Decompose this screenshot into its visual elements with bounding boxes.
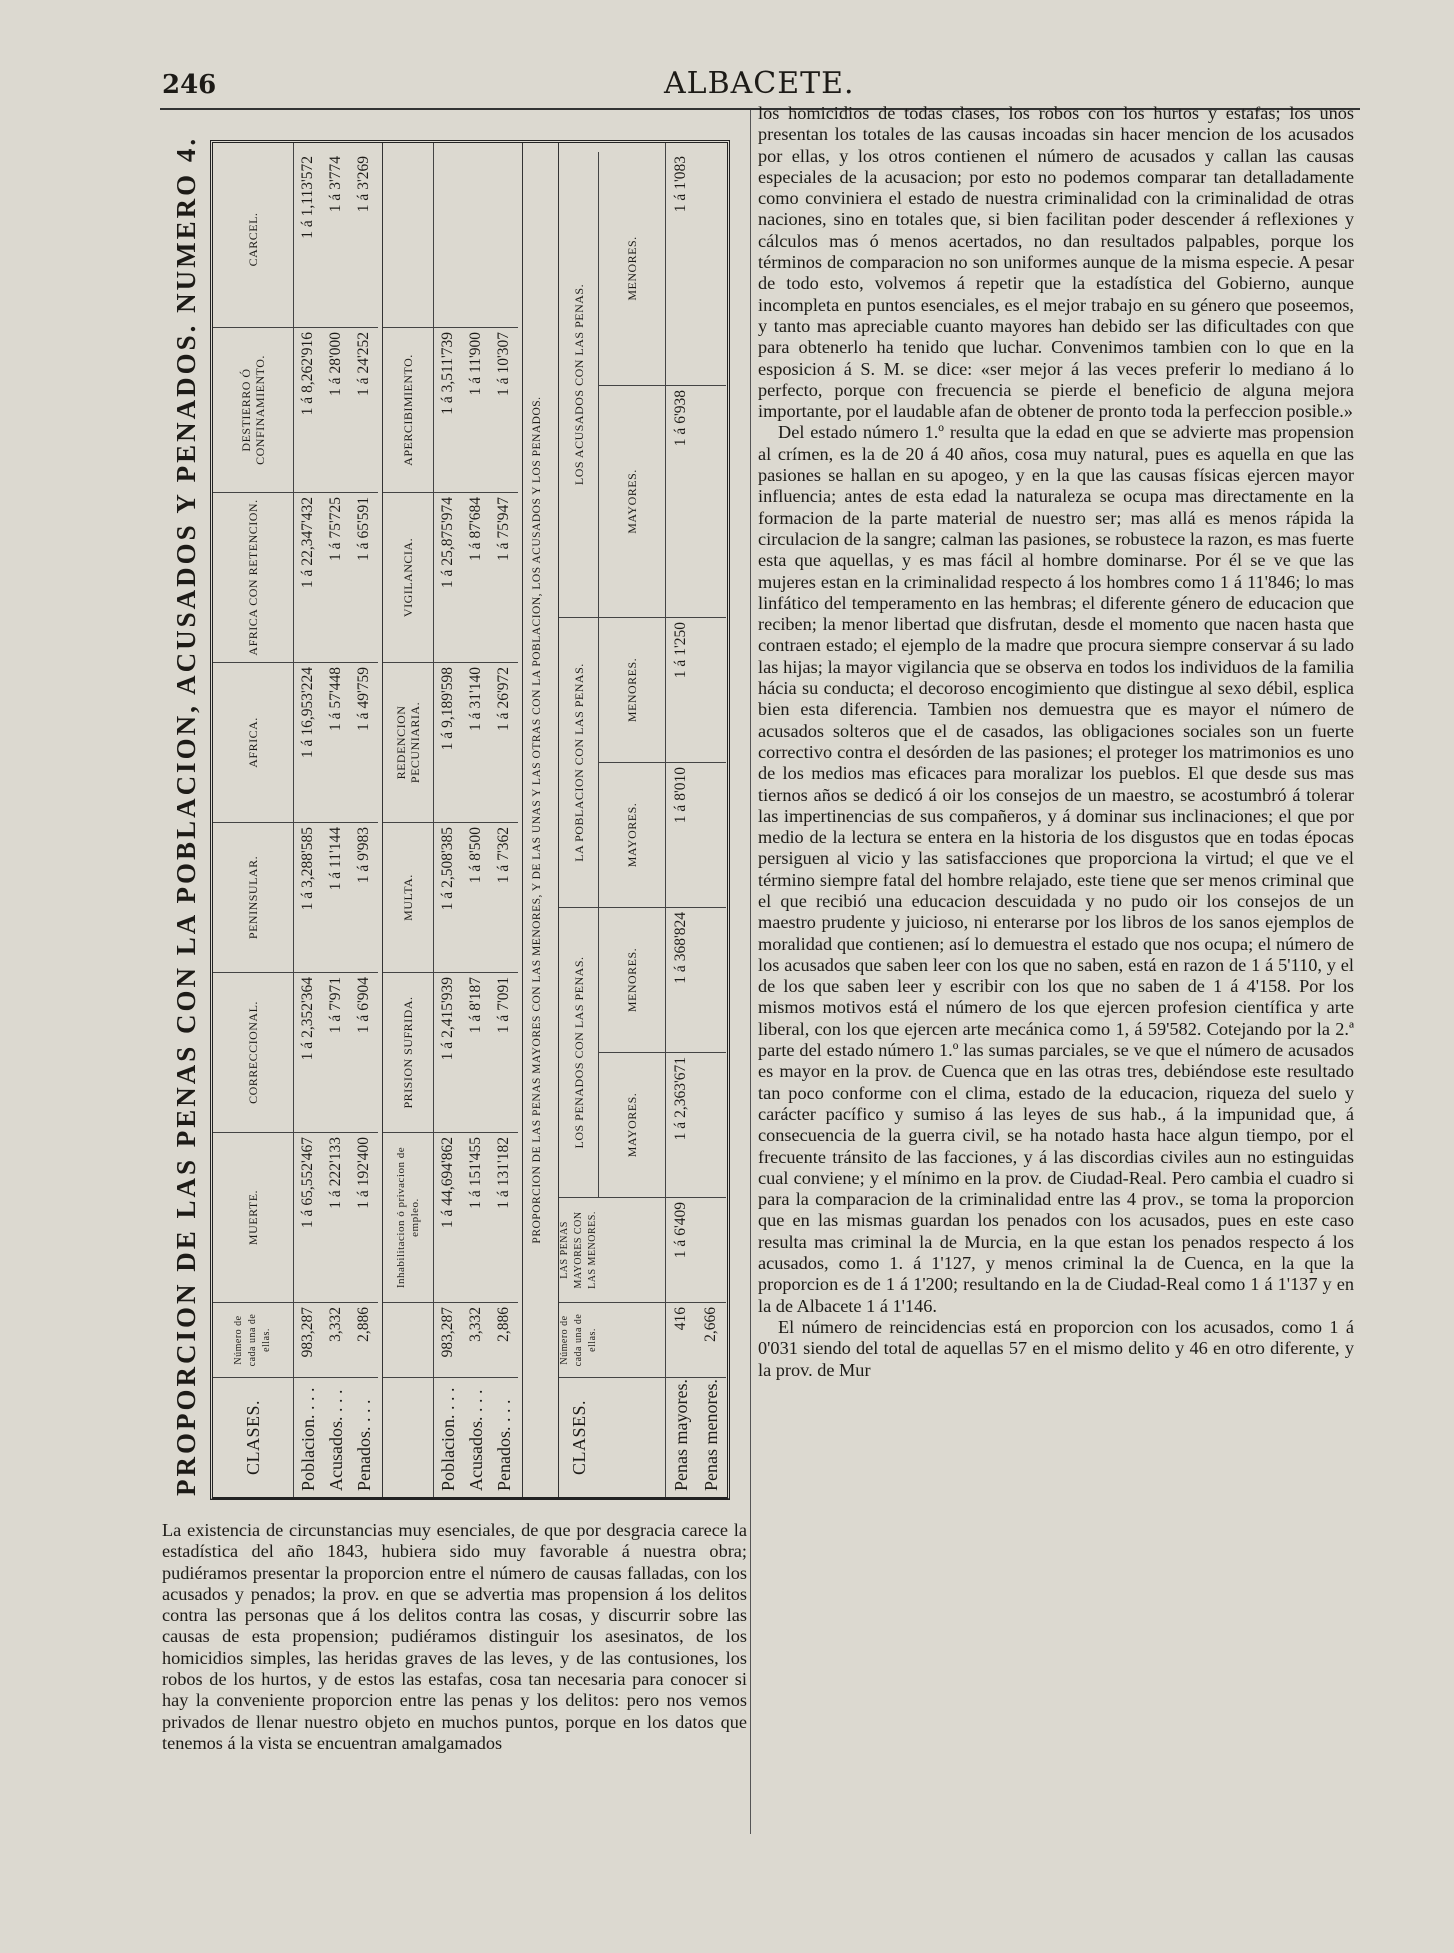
table-cell: 1 á 7'362 xyxy=(490,822,518,972)
table-cell: 1 á 9,189'598 xyxy=(434,662,462,822)
table-cell: 1 á 3'774 xyxy=(327,156,344,213)
table-cell: 1 á 8,262'916 xyxy=(294,327,322,492)
row-label: Penados. . . . xyxy=(350,1377,378,1497)
col-header: Número de cada una de ellas. xyxy=(213,1302,293,1377)
table-cell: 1 á 222'133 xyxy=(322,1132,350,1302)
row-number: 2,666 xyxy=(696,1302,726,1377)
col-header: APERCIBIMIENTO. xyxy=(383,327,433,492)
col-header: CORRECCIONAL. xyxy=(213,972,293,1132)
table-cell: 1 á 8'187 xyxy=(462,972,490,1132)
table-cell: 1 á 3,288'585 xyxy=(294,822,322,972)
table-cell: 1 á 368'824 xyxy=(666,907,696,1052)
table-cell: 1 á 25,875'974 xyxy=(434,492,462,662)
table-cell: 1 á 28'000 xyxy=(322,327,350,492)
page-title: ALBACETE. xyxy=(664,66,855,101)
row-label: Penados. . . . xyxy=(490,1377,518,1497)
col-header: CLASES. xyxy=(213,1377,293,1497)
table-cell: 1 á 11'900 xyxy=(462,327,490,492)
table-frame xyxy=(210,140,730,1500)
row-number: 3,332 xyxy=(322,1302,350,1377)
col-header: AFRICA. xyxy=(213,662,293,822)
table-cell: 1 á 9'983 xyxy=(350,822,378,972)
col-header: CARCEL. xyxy=(246,212,260,267)
paragraph: El número de reincidencias está en proporcion con los acusados, como 1 á 0'031 siendo del total de aquellas 57 en el mismo delito y 46 en otro diferente, y la prov. de Mur xyxy=(758,1316,1354,1380)
col-header: Número de cada una de ellas. xyxy=(559,1302,599,1377)
table-cell: 1 á 6'409 xyxy=(666,1197,696,1302)
col-subheader: MAYORES. xyxy=(599,385,665,617)
table-cell: 1 á 44,694'862 xyxy=(434,1132,462,1302)
table-cell: 1 á 22,347'432 xyxy=(294,492,322,662)
table-row xyxy=(294,143,322,1497)
table-cell: 1 á 8'010 xyxy=(666,762,696,907)
table-row xyxy=(696,143,726,1497)
col-header: DESTIERRO Ó CONFINAMIENTO. xyxy=(213,327,293,492)
table-cell: 1 á 151'455 xyxy=(462,1132,490,1302)
table-cell: 1 á 6'938 xyxy=(666,385,696,617)
table-cell: 1 á 2,352'364 xyxy=(294,972,322,1132)
column-rule xyxy=(750,110,751,1834)
table-cell: 1 á 6'904 xyxy=(350,972,378,1132)
table-cell: 1 á 24'252 xyxy=(350,327,378,492)
col-header: MULTA. xyxy=(383,822,433,972)
table-cell: 1 á 87'684 xyxy=(462,492,490,662)
table-cell: 1 á 49'759 xyxy=(350,662,378,822)
table-cell: 1 á 8'500 xyxy=(462,822,490,972)
table-cell: 1 á 16,953'224 xyxy=(294,662,322,822)
col-header: MUERTE. xyxy=(213,1132,293,1302)
table-row xyxy=(350,143,378,1497)
table-block-3 xyxy=(558,143,726,1497)
table-cell: 1 á 192'400 xyxy=(350,1132,378,1302)
table-cell: 1 á 7'971 xyxy=(322,972,350,1132)
body-column-right xyxy=(758,103,1354,1381)
row-number: 2,886 xyxy=(490,1302,518,1377)
row-number: 983,287 xyxy=(294,1302,322,1377)
table-row xyxy=(434,143,462,1497)
col-header: LOS ACUSADOS CON LAS PENAS. xyxy=(559,152,599,617)
table-cell: 1 á 3'269 xyxy=(355,156,372,213)
row-label: Penas mayores. xyxy=(666,1377,696,1497)
table-row xyxy=(490,143,518,1497)
table-cell: 1 á 11'144 xyxy=(322,822,350,972)
col-header: LA POBLACION CON LAS PENAS. xyxy=(559,617,599,907)
row-number: 2,886 xyxy=(350,1302,378,1377)
table-cell: 1 á 2,415'939 xyxy=(434,972,462,1132)
table-cell: 1 á 65'591 xyxy=(350,492,378,662)
row-number: 3,332 xyxy=(462,1302,490,1377)
table-cell: 1 á 1,113'572 xyxy=(299,156,316,239)
col-header: REDENCION PECUNIARIA. xyxy=(383,662,433,822)
table-row xyxy=(322,143,350,1497)
table-cell: 1 á 131'182 xyxy=(490,1132,518,1302)
table-cell: 1 á 3,511'739 xyxy=(434,327,462,492)
paragraph: Del estado número 1.º resulta que la edad en que se advierte mas propension al crímen, es la de 20 á 40 años, cosa muy natural, pues es aquella en que las pasiones se hallan en su apogeo, y en la que las causas físicas ejercen mayor influencia; antes de esta edad la naturaleza se ocupa mas directamente en la formacion de la parte material de nuestro ser; mas allá es menos rápida la circulacion de la sangre; calman las pasiones, se robustece la razon, es mas fuerte esta que aquellas, y es mas fácil al hombre dominarse. Por él se ve que las mujeres estan en la criminalidad respecto á los hombres como 1 á 11'846; lo mas linfático del temperamento en las hembras; el diferente género de educacion que reciben; la menor libertad que disfrutan, desde el momento que nacen hasta que contraen estado; el ejemplo de la madre que procura siempre conservar á su lado las hijas; la mayor vigilancia que se observa en todos los individuos de la familia hácia su conducta; el decoroso encogimiento que distingue al sexo débil, esplica bien esta diferencia. Tambien nos demuestra que es mayor el número de acusados solteros que el de casados, las obligaciones sociales son un fuerte correctivo contra el desórden de las pasiones; el proteger los matrimonios es uno de los medios mas eficaces para moralizar los pueblos. El que desde sus mas tiernos años se dedicó á oir los consejos de un maestro, se acostumbró á tolerar las impertinencias de sus compañeros, y á dominar sus inclinaciones; el que por medio de la lectura se entera en la historia de los disgustos que en todas épocas persiguen al vicio y las satisfacciones que proporciona la virtud; el que ve el término siempre fatal del hombre relajado, este tiene que ser menos criminal que el que recibió una educacion descuidada y no pudo oir los consejos de un maestro prudente y juicioso, ni enterarse por los libros de los sanos ejemplos de moralidad que contienen; así lo demuestra el estado que nos ocupa; el número de los acusados que saben leer con los que no saben, está en razon de 1 á 5'110, y el de los que saben leer y escribir con los que no saben de 1 á 4'158. Por los mismos motivos está el número de los que ejercen profesion científica y arte liberal, con los que ejercen arte mecánica como 1, á 59'582. Cotejando por la 2.ª parte del estado número 1.º las sumas parciales, se ve que el número de acusados es mayor en la prov. de Cuenca que en las otras tres, debiéndose este resultado tan poco conforme con el clima, estado de la educacion, riqueza del suelo y carácter pacífico y sumiso á las leyes de sus hab., á la impunidad que, á consecuencia de la guerra civil, se ha notado hasta hace algun tiempo, por el frecuente tránsito de las facciones, y á las discordias civiles aun no estinguidas cual conviene; y el mínimo en la prov. de Ciudad-Real. Pero cambia el cuadro si para la comparacion de la criminalidad entre las 4 prov., se toma la proporcion que en las mismas guardan los penados con los acusados, pues en este caso resulta mas criminal la de Murcia, en la que estan los penados respecto á los acusados, como 1. á 1'127, y menos criminal la de Cuenca, en la que la proporcion es de 1 á 1'200; resultando en la de Ciudad-Real como 1 á 1'137 y en la de Albacete 1 á 1'146. xyxy=(758,422,1354,1316)
table-cell: 1 á 75'725 xyxy=(322,492,350,662)
row-number: 983,287 xyxy=(434,1302,462,1377)
col-subheader: MAYORES. xyxy=(599,1052,665,1197)
col-header: VIGILANCIA. xyxy=(383,492,433,662)
table-cell: 1 á 2,508'385 xyxy=(434,822,462,972)
table-cell: 1 á 26'972 xyxy=(490,662,518,822)
table-row xyxy=(462,143,490,1497)
row-label: Acusados. . . . xyxy=(462,1377,490,1497)
col-header: LOS PENADOS CON LAS PENAS. xyxy=(559,907,599,1197)
col-header: AFRICA CON RETENCION. xyxy=(213,492,293,662)
body-paragraph-left: La existencia de circunstancias muy esenciales, de que por desgracia carece la estadística del año 1843, hubiera sido muy favorable á nuestra obra; pudiéramos presentar la proporcion entre el número de causas falladas, con los acusados y penados; la prov. en que se advertia mas propension á los delitos contra las personas que á los delitos contra las cosas, y discurrir sobre las causas de esta propension; pudiéramos distinguir los asesinatos, de los homicidios simples, las heridas graves de las leves, y de las contusiones, los robos de los hurtos, y de estos las estafas, cosa tan necesaria para conocer si hay la conveniente proporcion entre las penas y los delitos: pero nos vemos privados de llenar nuestro objeto en muchos puntos, porque en los datos que tenemos á la vista se encuentran amalgamados xyxy=(162,1520,747,1753)
table-row xyxy=(666,143,696,1497)
col-header: Inhabilitacion ó privacion de empleo. xyxy=(383,1132,433,1302)
table-cell: 1 á 7'091 xyxy=(490,972,518,1132)
row-number: 416 xyxy=(666,1302,696,1377)
row-label: Penas menores. xyxy=(696,1377,726,1497)
page-number: 246 xyxy=(162,70,217,100)
col-subheader: MENORES. xyxy=(599,617,665,762)
col-subheader: MENORES. xyxy=(625,236,639,301)
table-block-2 xyxy=(383,143,523,1497)
table-cell: 1 á 10'307 xyxy=(490,327,518,492)
row-label: Poblacion. . . . xyxy=(434,1377,462,1497)
paragraph: los homicidios de todas clases, los robos con los hurtos y estafas; los unos presentan los totales de las causas incoadas sin hacer mencion de los acusados por ellas, y los otros contienen el número de acusados y callan las causas especiales de la acusacion; por esto no podemos comparar tan detalladamente como conviniera el estado de nuestra criminalidad con la criminalidad de otras naciones, sino en totales que, si bien facilitan poder descender á reflexiones y cálculos mas ó menos acertados, no dan resultados palpables, porque los términos de comparacion no son uniformes aunque de la misma especie. A pesar de todo esto, volvemos á repetir que la estadística del Gobierno, aunque incompleta en puntos esenciales, es el mejor trabajo en su género que poseemos, y tanto mas apreciable cuanto mayores han debido ser las dificultades con que para obtenerlo ha tenido que luchar. Convenimos tambien con lo que en la esposicion á S. M. se dice: «ser mejor á las veces preferir lo mediano á lo perfecto, porque con frecuencia se pierde el beneficio de alguna mejora importante, por el laudable afan de obtener de pronto toda la perfeccion posible.» xyxy=(758,103,1354,422)
col-header: CLASES. xyxy=(559,1377,599,1497)
table-block-1 xyxy=(213,143,383,1497)
table-title: PROPORCION DE LAS PENAS CON LA POBLACION, ACUSADOS Y PENADOS. NUMERO 4. xyxy=(171,135,201,1496)
col-header: PRISION SUFRIDA. xyxy=(383,972,433,1132)
col-header: LAS PENAS MAYORES CON LAS MENORES. xyxy=(559,1197,599,1302)
table-cell: 1 á 75'947 xyxy=(490,492,518,662)
col-header: PENINSULAR. xyxy=(213,822,293,972)
row-label: Acusados. . . . xyxy=(322,1377,350,1497)
table-caption: PROPORCION DE LAS PENAS MAYORES CON LAS MENORES, Y DE LAS UNAS Y LAS OTRAS CON LA POBLACION, LOS ACUSADOS Y LOS PENADOS. xyxy=(531,396,543,1244)
col-subheader: MENORES. xyxy=(599,907,665,1052)
statistics-table xyxy=(162,135,742,1500)
table-cell: 1 á 31'140 xyxy=(462,662,490,822)
table-cell: 1 á 57'448 xyxy=(322,662,350,822)
table-cell: 1 á 1'083 xyxy=(672,156,689,213)
table-cell: 1 á 65,552'467 xyxy=(294,1132,322,1302)
table-cell: 1 á 1'250 xyxy=(666,617,696,762)
col-subheader: MAYORES. xyxy=(599,762,665,907)
table-cell: 1 á 2,363'671 xyxy=(666,1052,696,1197)
row-label: Poblacion. . . . xyxy=(294,1377,322,1497)
